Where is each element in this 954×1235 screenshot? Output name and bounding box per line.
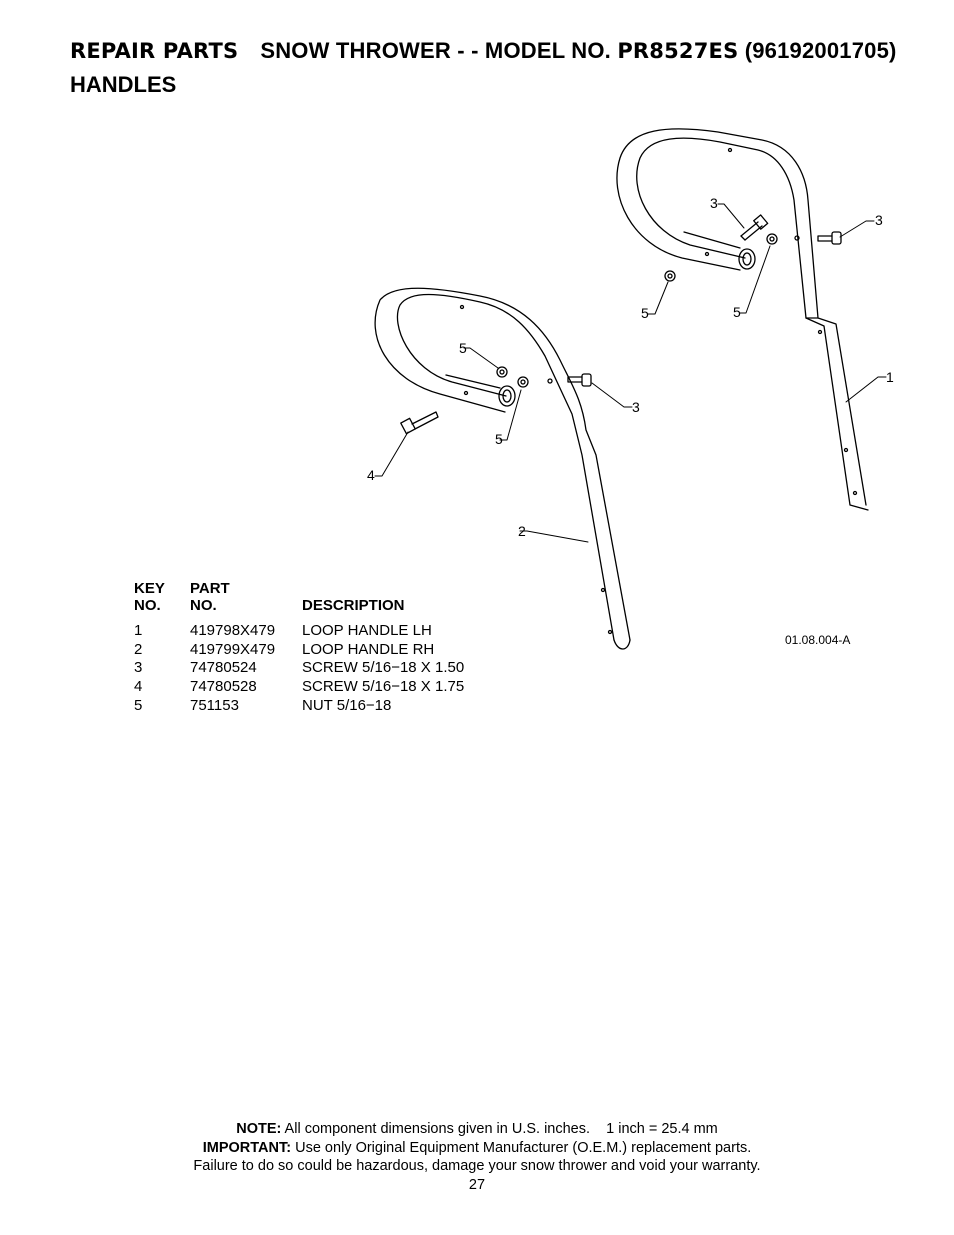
callout-label: 3 <box>710 195 718 211</box>
part-no-cell: 751153 <box>190 696 239 714</box>
part-no-cell: 419799X479 <box>190 640 276 658</box>
parts-table-header-row <box>134 580 464 622</box>
description-header: DESCRIPTION <box>302 597 405 614</box>
note-label: NOTE: <box>236 1121 282 1137</box>
nut-5-upper-left-drawing <box>665 271 675 281</box>
table-row <box>134 697 464 716</box>
description-cell: SCREW 5/16−18 X 1.75 <box>302 678 465 696</box>
key-no-header: KEY NO. <box>134 580 165 614</box>
part-no-cell: 419798X479 <box>190 622 276 639</box>
callout-label: 5 <box>641 305 649 321</box>
callout-label: 5 <box>495 431 503 447</box>
key-no-cell: 4 <box>134 678 143 696</box>
description-cell: NUT 5/16−18 <box>302 696 392 714</box>
part-no-cell: 74780528 <box>190 678 257 696</box>
nut-5-lower-left-drawing <box>497 367 507 377</box>
screw-3-upper-far-right-drawing <box>818 232 841 244</box>
callout-label: 5 <box>459 340 467 356</box>
note-line <box>0 1120 954 1139</box>
screw-3-upper-left-drawing <box>741 215 768 240</box>
page-footer <box>0 1120 954 1194</box>
callout-label: 2 <box>518 523 526 539</box>
key-no-cell: 5 <box>134 696 143 714</box>
loop-handle-lh-drawing <box>617 129 868 510</box>
note-text: All component dimensions given in U.S. inches. 1 inch = 25.4 mm <box>281 1121 718 1137</box>
key-no-cell: 2 <box>134 640 143 658</box>
important-line <box>0 1139 954 1158</box>
callout-label: 3 <box>875 212 883 228</box>
figure-id: 01.08.004-A <box>785 633 851 647</box>
section-title: HANDLES <box>70 72 177 97</box>
part-no-header: PART NO. <box>190 580 230 614</box>
important-label: IMPORTANT: <box>202 1139 292 1156</box>
description-cell: LOOP HANDLE RH <box>302 640 435 658</box>
table-row <box>134 659 464 678</box>
page-number: 27 <box>468 1176 486 1193</box>
product-label: SNOW THROWER - - MODEL NO. <box>260 38 611 63</box>
serial-number: (96192001705) <box>744 38 897 63</box>
important-text: Use only Original Equipment Manufacturer (O.E.M.) replacement parts. <box>291 1139 752 1156</box>
parts-table <box>134 580 464 716</box>
warning-line: Failure to do so could be hazardous, damage your snow thrower and void your warranty. <box>193 1158 761 1174</box>
nut-5-lower-right-drawing <box>518 377 528 387</box>
callout-label: 1 <box>886 369 894 385</box>
part-no-cell: 74780524 <box>190 659 257 677</box>
description-cell: SCREW 5/16−18 X 1.50 <box>302 659 465 677</box>
callout-label: 3 <box>632 399 640 415</box>
callout-label: 4 <box>367 467 375 483</box>
callout-label: 5 <box>733 304 741 320</box>
table-row <box>134 678 464 697</box>
table-row <box>134 641 464 660</box>
repair-parts-label: REPAIR PARTS <box>70 39 239 63</box>
screw-4-drawing <box>401 412 438 434</box>
description-cell: LOOP HANDLE LH <box>302 622 432 639</box>
nut-5-upper-right-drawing <box>767 234 777 244</box>
key-no-cell: 1 <box>134 622 143 639</box>
key-no-cell: 3 <box>134 659 143 677</box>
model-number: PR8527ES <box>617 39 739 63</box>
table-row <box>134 622 464 641</box>
